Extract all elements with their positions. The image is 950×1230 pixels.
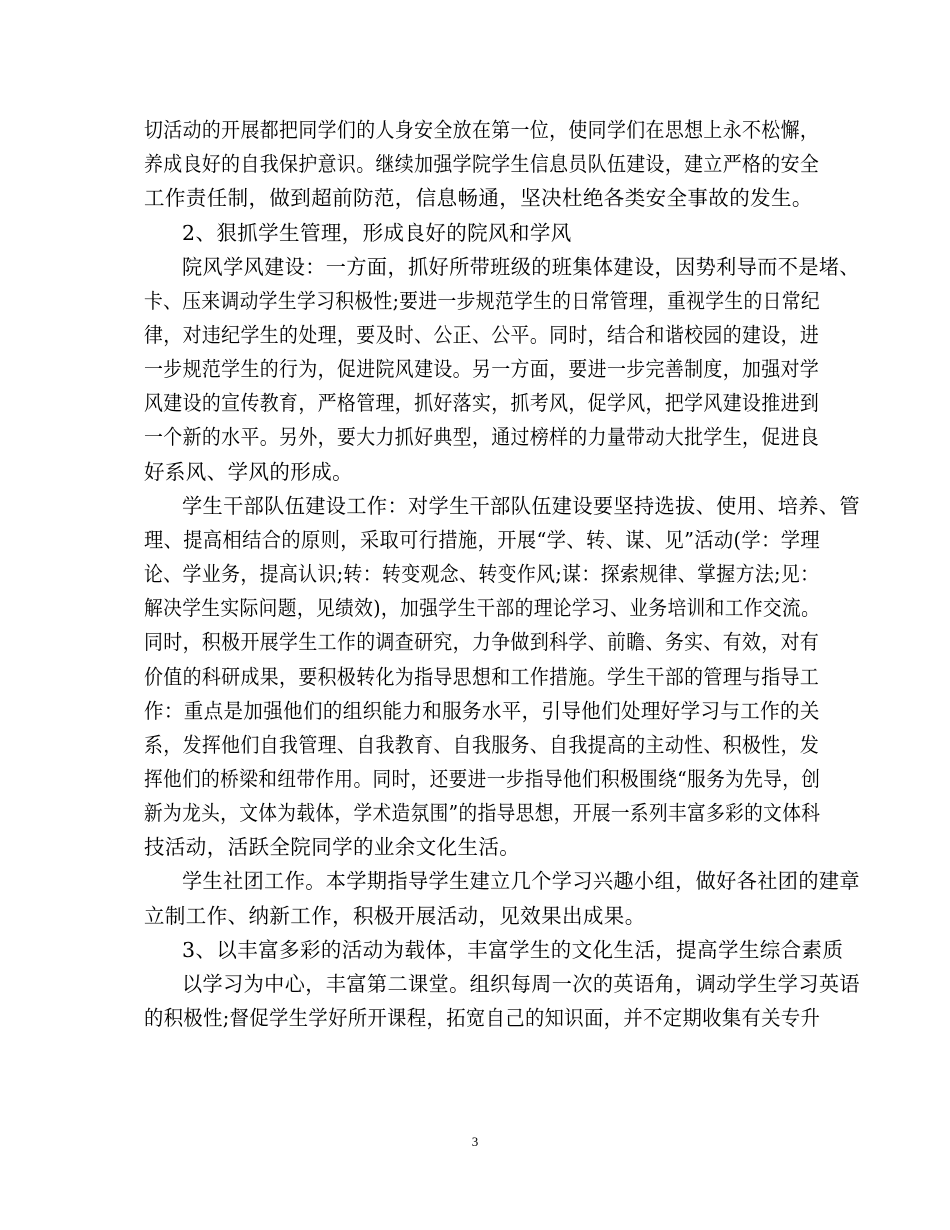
text-line: 解决学生实际问题，见绩效)，加强学生干部的理论学习、业务培训和工作交流。 — [144, 596, 821, 621]
text-line: 风建设的宣传教育，严格管理，抓好落实，抓考风，促学风，把学风建设推进到 — [144, 391, 820, 416]
text-line: 立制工作、纳新工作，积极开展活动，见效果出成果。 — [144, 903, 646, 928]
paragraph-first-line: 学生干部队伍建设工作：对学生干部队伍建设要坚持选拔、使用、培养、管 — [182, 493, 860, 518]
text-line: 的积极性;督促学生学好所开课程，拓宽自己的知识面，并不定期收集有关专升 — [144, 1006, 821, 1030]
text-line: 一步规范学生的行为，促进院风建设。另一方面，要进一步完善制度，加强对学 — [144, 357, 820, 382]
text-line: 养成良好的自我保护意识。继续加强学院学生信息员队伍建设，建立严格的安全 — [144, 152, 820, 177]
text-line: 挥他们的桥梁和纽带作用。同时，还要进一步指导他们积极围绕“服务为先导，创 — [144, 766, 821, 791]
paragraph-first-line: 院风学风建设：一方面，抓好所带班级的班集体建设，因势利导而不是堵、 — [182, 254, 860, 279]
text-line: 论、学业务，提高认识;转：转变观念、转变作风;谋：探索规律、掌握方法;见： — [144, 562, 820, 586]
text-line: 理、提高相结合的原则，采取可行措施，开展“学、转、谋、见”活动(学：学理 — [144, 527, 820, 552]
paragraph-first-line: 学生社团工作。本学期指导学生建立几个学习兴趣小组，做好各社团的建章 — [182, 869, 860, 894]
text-line: 作：重点是加强他们的组织能力和服务水平，引导他们处理好学习与工作的关 — [144, 698, 820, 723]
section-heading: 2、狠抓学生管理，形成良好的院风和学风 — [182, 220, 572, 245]
section-heading: 3、以丰富多彩的活动为载体，丰富学生的文化生活，提高学生综合素质 — [182, 937, 844, 962]
text-line: 同时，积极开展学生工作的调查研究，力争做到科学、前瞻、务实、有效，对有 — [144, 630, 820, 655]
page-number: 3 — [471, 1134, 479, 1149]
text-line: 工作责任制，做到超前防范，信息畅通，坚决杜绝各类安全事故的发生。 — [144, 186, 813, 211]
text-line: 一个新的水平。另外，要大力抓好典型，通过榜样的力量带动大批学生，促进良 — [144, 425, 820, 450]
text-line: 律，对违纪学生的处理，要及时、公正、公平。同时，结合和谐校园的建设，进 — [144, 322, 820, 347]
text-line: 好系风、学风的形成。 — [144, 459, 353, 484]
text-line: 价值的科研成果，要积极转化为指导思想和工作措施。学生干部的管理与指导工 — [144, 664, 820, 689]
text-line: 卡、压来调动学生学习积极性;要进一步规范学生的日常管理，重视学生的日常纪 — [144, 288, 821, 313]
text-line: 系，发挥他们自我管理、自我教育、自我服务、自我提高的主动性、积极性，发 — [144, 732, 820, 757]
paragraph-first-line: 以学习为中心，丰富第二课堂。组织每周一次的英语角，调动学生学习英语 — [182, 971, 860, 996]
text-line: 切活动的开展都把同学们的人身安全放在第一位，使同学们在思想上永不松懈， — [144, 118, 820, 142]
text-line: 新为龙头，文体为载体，学术造氛围”的指导思想，开展一系列丰富多彩的文体科 — [144, 801, 821, 826]
text-line: 技活动，活跃全院同学的业余文化生活。 — [144, 835, 521, 860]
